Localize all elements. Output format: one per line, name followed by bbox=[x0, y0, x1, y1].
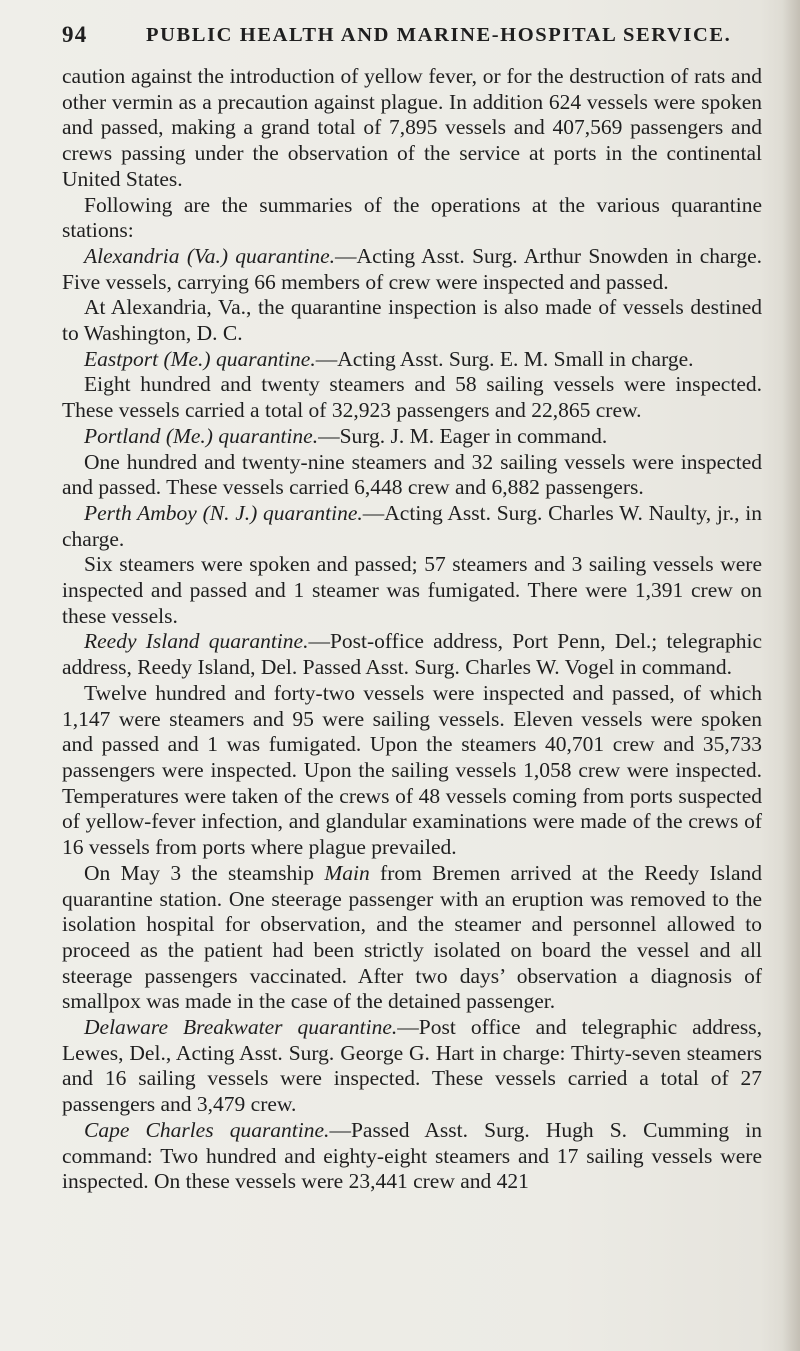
paragraph-text: —Acting Asst. Surg. E. M. Small in charge. bbox=[315, 346, 694, 371]
station-heading-reedy-island: Reedy Island quarantine. bbox=[84, 629, 309, 654]
station-heading-perth-amboy: Perth Amboy (N. J.) quarantine. bbox=[84, 500, 363, 525]
station-heading-portland: Portland (Me.) quarantine. bbox=[84, 423, 319, 448]
paragraph-text: —Surg. J. M. Eager in command. bbox=[318, 423, 608, 448]
page-number: 94 bbox=[62, 22, 88, 47]
paragraph-delaware-breakwater bbox=[62, 1015, 762, 1118]
station-heading-cape-charles: Cape Charles quarantine. bbox=[84, 1117, 330, 1142]
paragraph-cape-charles bbox=[62, 1118, 762, 1195]
paragraph-text: —Post-office address, Port Penn, Del.; telegraphic address, Reedy Island, Del. Passed Asst. Surg. Charles W. Vogel in command. bbox=[62, 629, 762, 680]
paragraph-reedy-island bbox=[62, 629, 762, 680]
paragraph-reedy-island-stats bbox=[62, 681, 762, 861]
page-edge-shadow bbox=[782, 0, 800, 1351]
paragraph-text: Six steamers were spoken and passed; 57 steamers and 3 sailing vessels were inspected and passed and 1 steamer was fumigated. There were 1,391 crew on these vessels. bbox=[62, 552, 762, 628]
paragraph-perth-amboy-stats bbox=[62, 552, 762, 629]
paragraph-text: from Bremen arrived at the Reedy Island quarantine station. One steerage passenger with an eruption was removed to the isolation hospital for observation, and the steamer and personnel allowed to proceed as the patient had been strictly isolated on board the vessel and all steerage passengers vaccinated. After two days’ observation a diagnosis of smallpox was made in the case of the detained passenger. bbox=[62, 860, 762, 1014]
paragraph-text: —Passed Asst. Surg. Hugh S. Cumming in command: Two hundred and eighty-eight steamers and 17 sailing vessels were inspected. On these vessels were 23,441 crew and 421 bbox=[62, 1117, 762, 1194]
paragraph-perth-amboy bbox=[62, 501, 762, 552]
paragraph-continuation bbox=[62, 64, 762, 193]
station-heading-delaware-breakwater: Delaware Breakwater quarantine. bbox=[84, 1015, 398, 1040]
paragraph-text: —Acting Asst. Surg. Arthur Snowden in charge. Five vessels, carrying 66 members of crew were inspected and passed. bbox=[62, 243, 762, 294]
paragraph-eastport-stats bbox=[62, 372, 762, 423]
paragraph-portland bbox=[62, 424, 762, 450]
paragraph-text: At Alexandria, Va., the quarantine inspection is also made of vessels destined to Washington, D. C. bbox=[62, 295, 762, 346]
paragraph-text: On May 3 the steamship bbox=[84, 860, 325, 885]
paragraph-portland-stats bbox=[62, 450, 762, 501]
running-head: PUBLIC HEALTH AND MARINE-HOSPITAL SERVICE. bbox=[146, 24, 732, 46]
paragraph-alexandria bbox=[62, 244, 762, 295]
station-heading-eastport: Eastport (Me.) quarantine. bbox=[84, 346, 316, 371]
station-heading-alexandria: Alexandria (Va.) quarantine. bbox=[84, 243, 336, 268]
paragraph-smallpox-case bbox=[62, 861, 762, 1015]
paragraph-text: —Post office and telegraphic address, Lewes, Del., Acting Asst. Surg. George G. Hart in charge: Thirty-seven steamers and 16 sailing vessels were inspected. These vessels carried a total of 27 passengers and 3,479 crew. bbox=[62, 1015, 762, 1117]
paragraph-text: One hundred and twenty-nine steamers and 32 sailing vessels were inspected and passed. These vessels carried 6,448 crew and 6,882 passengers. bbox=[62, 449, 762, 500]
page-header bbox=[62, 22, 762, 52]
paragraph-summaries-intro bbox=[62, 193, 762, 244]
body-text bbox=[62, 64, 762, 1195]
paragraph-alexandria-note bbox=[62, 295, 762, 346]
paragraph-eastport bbox=[62, 347, 762, 373]
paragraph-text: —Acting Asst. Surg. Charles W. Naulty, jr., in charge. bbox=[62, 500, 762, 551]
paragraph-text: Eight hundred and twenty steamers and 58 sailing vessels were inspected. These vessels carried a total of 32,923 passengers and 22,865 crew. bbox=[62, 372, 762, 423]
paragraph-text: Twelve hundred and forty-two vessels were inspected and passed, of which 1,147 were steamers and 95 were sailing vessels. Eleven vessels were spoken and passed and 1 was fumigated. Upon the steamers 40,701 crew and 35,733 passengers were inspected. Upon the sailing vessels 1,058 crew were inspected. Temperatures were taken of the crews of 48 vessels coming from ports suspected of yellow-fever infection, and glandular examinations were made of the crews of 16 vessels from ports where plague prevailed. bbox=[62, 680, 762, 860]
paragraph-text: Following are the summaries of the operations at the various quarantine stations: bbox=[62, 192, 762, 243]
ship-name: Main bbox=[324, 860, 370, 885]
paragraph-text: caution against the introduction of yellow fever, or for the destruction of rats and other vermin as a precaution against plague. In addition 624 vessels were spoken and passed, making a grand total of 7,895 vessels and 407,569 passengers and crews passing under the observation of the service at ports in the continental United States. bbox=[62, 64, 762, 191]
